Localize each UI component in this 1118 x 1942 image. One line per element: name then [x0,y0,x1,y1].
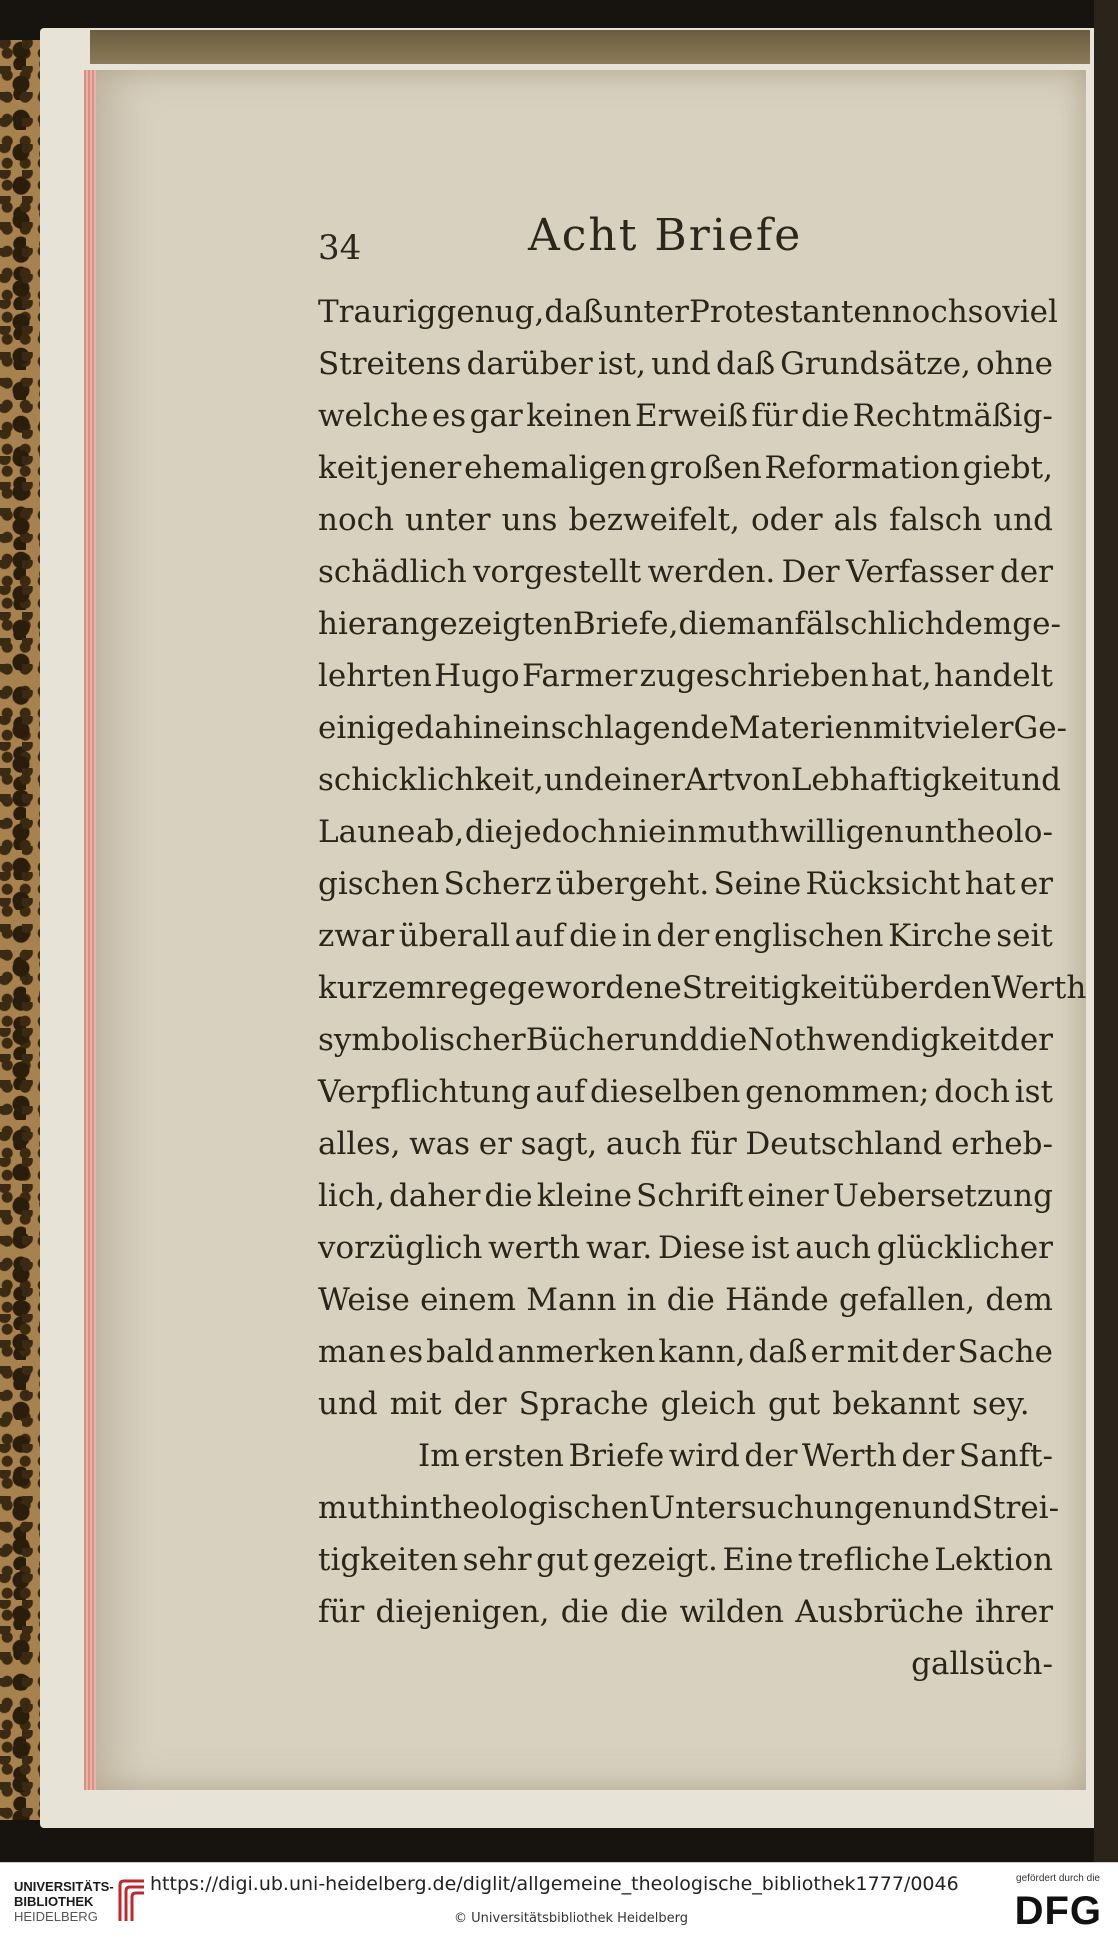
text-line: Laune ab, die jedoch nie in muthwilligen untheolo- [318,814,1053,850]
library-name-line2: BIBLIOTHEK [14,1894,94,1909]
text-line: noch unter uns bezweifelt, oder als falsch und [318,502,1053,538]
text-line: man es bald anmerken kann, daß er mit der Sache [318,1334,1053,1370]
catchword: gallsüch- [911,1646,1053,1682]
scan-right-edge [1094,0,1118,1862]
text-line: zwar überall auf die in der englischen Kirche seit [318,918,1053,954]
text-line: lehrten Hugo Farmer zugeschrieben hat, handelt [318,658,1053,694]
text-line: schicklichkeit, und einer Art von Lebhaftigkeit und [318,762,1062,798]
funding-caption: gefördert durch die [1016,1873,1100,1884]
text-line: Streitens darüber ist, und daß Grundsätze, ohne [318,346,1053,382]
text-line: kurzem rege gewordene Streitigkeit über den Werth [318,970,1087,1006]
library-logo-icon [114,1877,150,1927]
text-line: und mit der Sprache gleich gut bekannt sey. [318,1386,1030,1422]
text-line: für diejenigen, die die wilden Ausbrüche ihrer [318,1594,1053,1630]
text-line: alles, was er sagt, auch für Deutschland erheb- [318,1126,1053,1162]
page-header [318,200,1078,280]
dfg-logo[interactable]: DFG [1014,1889,1102,1933]
library-logo-text[interactable] [14,1879,114,1924]
library-name-line1: UNIVERSITÄTS- [14,1879,114,1894]
text-line: symbolischer Bücher und die Nothwendigkeit der [318,1022,1053,1058]
text-line: schädlich vorgestellt werden. Der Verfasser der [318,554,1053,590]
running-head: Acht Briefe [528,210,803,261]
text-line: hier angezeigten Briefe, die man fälschlich dem ge- [318,606,1061,642]
text-line: Traurig genug, daß unter Protestanten noch so viel [318,294,1058,330]
text-line: muth in theologischen Untersuchungen und Strei- [318,1490,1060,1526]
text-line: gischen Scherz übergeht. Seine Rücksicht hat er [318,866,1053,902]
text-line: lich, daher die kleine Schrift einer Uebersetzung [318,1178,1053,1214]
text-line: vorzüglich werth war. Diese ist auch glücklicher [318,1230,1053,1266]
copyright-notice: © Universitätsbibliothek Heidelberg [454,1911,689,1926]
body-text [318,286,1087,1690]
viewer-footer [0,1862,1118,1942]
permalink-url[interactable]: https://digi.ub.uni-heidelberg.de/diglit/allgemeine_theologische_bibliothek1777/0046 [150,1873,959,1895]
text-line: keit jener ehemaligen großen Reformation giebt, [318,450,1053,486]
text-line: Im ersten Briefe wird der Werth der Sanft- [418,1438,1053,1474]
text-line: einige dahin einschlagende Materien mit vieler Ge- [318,710,1068,746]
page-number: 34 [318,228,362,268]
cover-top-strip [90,30,1090,64]
library-name-line3: HEIDELBERG [14,1909,98,1924]
text-line: welche es gar keinen Erweiß für die Rechtmäßig- [318,398,1053,434]
text-line: Weise einem Mann in die Hände gefallen, dem [318,1282,1053,1318]
text-line: Verpflichtung auf dieselben genommen; doch ist [318,1074,1053,1110]
text-line: tigkeiten sehr gut gezeigt. Eine trefliche Lektion [318,1542,1053,1578]
